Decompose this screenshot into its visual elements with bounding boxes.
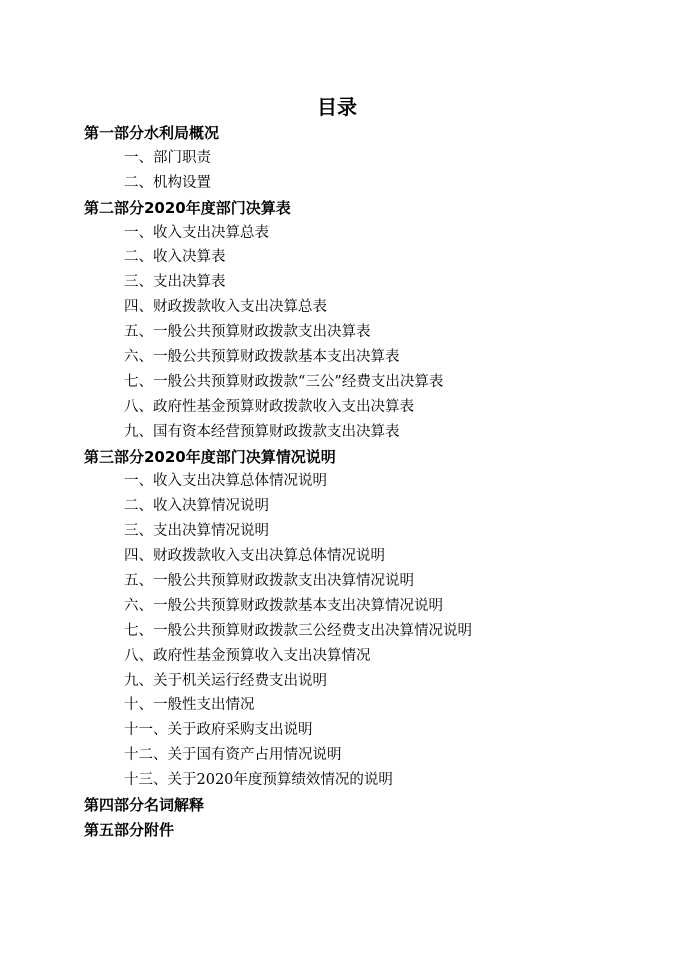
toc-item: 十一、关于政府采购支出说明 [124, 722, 313, 739]
toc-item: 七、一般公共预算财政拨款三公经费支出决算情况说明 [124, 622, 472, 639]
toc-part: 第三部分2020年度部门决算情况说明 [84, 447, 336, 466]
toc-item: 三、支出决算表 [124, 274, 226, 291]
toc-item: 五、一般公共预算财政拨款支出决算表 [124, 324, 371, 341]
toc-item: 二、收入决算情况说明 [124, 498, 269, 515]
toc-item: 四、财政拨款收入支出决算总体情况说明 [124, 548, 385, 565]
toc-item: 八、政府性基金预算收入支出决算情况 [124, 647, 371, 664]
toc-item: 三、支出决算情况说明 [124, 523, 269, 540]
table-of-contents [0, 121, 674, 843]
toc-item: 六、一般公共预算财政拨款基本支出决算表 [124, 349, 400, 366]
toc-item: 九、关于机关运行经费支出说明 [124, 672, 327, 689]
toc-item: 一、部门职责 [124, 149, 211, 166]
toc-item: 七、一般公共预算财政拨款“三公”经费支出决算表 [124, 373, 444, 390]
toc-part: 第五部分附件 [84, 820, 175, 839]
page-title: 目录 [317, 95, 357, 119]
toc-part: 第四部分名词解释 [84, 796, 205, 815]
toc-item: 一、收入支出决算总体情况说明 [124, 473, 327, 490]
toc-item: 九、国有资本经营预算财政拨款支出决算表 [124, 423, 400, 440]
toc-item: 一、收入支出决算总表 [124, 224, 269, 241]
toc-item: 二、机构设置 [124, 174, 211, 191]
toc-item: 六、一般公共预算财政拨款基本支出决算情况说明 [124, 597, 443, 614]
toc-item: 十、一般性支出情况 [124, 697, 255, 714]
toc-item: 二、收入决算表 [124, 249, 226, 266]
toc-item: 四、财政拨款收入支出决算总表 [124, 299, 327, 316]
toc-item: 五、一般公共预算财政拨款支出决算情况说明 [124, 573, 414, 590]
toc-part: 第一部分水利局概况 [84, 124, 220, 142]
toc-item: 八、政府性基金预算财政拨款收入支出决算表 [124, 398, 414, 415]
toc-part: 第二部分2020年度部门决算表 [84, 198, 291, 217]
toc-item: 十三、关于2020年度预算绩效情况的说明 [124, 772, 393, 789]
toc-item: 十二、关于国有资产占用情况说明 [124, 747, 342, 764]
